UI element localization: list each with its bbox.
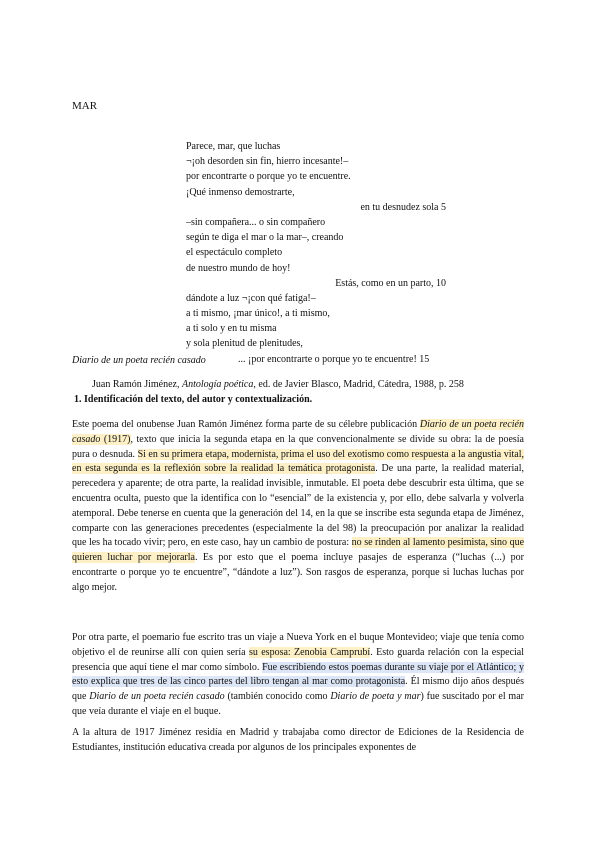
poem-line: ... ¡por encontrarte o porque yo te encuentre! 15 — [238, 353, 430, 365]
p2-text: . Esto guarda relación con la especial presencia que aquí tiene el mar como símbolo. — [72, 646, 525, 673]
poem-line: Parece, mar, que luchas — [186, 141, 281, 152]
p2-text: ) fue suscitado por el mar que veía durante el viaje en el buque. — [72, 691, 524, 717]
p2-text: Por otra parte, el poemario fue escrito tras un viaje a Nueva York en el buque Montevideo; viaje que tenía como objetivo el de reunirse allí con quien sería — [72, 632, 524, 658]
p2-book-title: Diario de un poeta recién casado — [89, 691, 225, 703]
paragraph-2 — [72, 631, 524, 720]
poem-line: según te diga el mar o la mar–, creando — [186, 232, 344, 244]
poem-line: –sin compañera... o sin compañero — [186, 216, 326, 228]
p1-highlight: no se rinden al lamento pesimista, sino que quieren luchar por mejorarla — [72, 537, 525, 564]
p2-highlight: su esposa: Zenobia Camprubí — [248, 646, 371, 658]
section-heading: 1. Identificación del texto, del autor y contextualización. — [74, 394, 313, 405]
poem-line: de nuestro mundo de hoy! — [186, 262, 291, 274]
poem-line: en tu desnudez sola 5 — [360, 201, 446, 213]
poem-line: a ti solo y en tu misma — [186, 323, 277, 335]
p1-text: Este poema del onubense Juan Ramón Jiménez forma parte de su célebre publicación — [72, 419, 420, 430]
poem-line: a ti mismo, ¡mar único!, a ti mismo, — [186, 308, 330, 320]
citation-work: Antología poética — [181, 379, 254, 390]
source-title: Diario de un poeta recién casado — [72, 355, 206, 366]
poem-line: por encontrarte o porque yo te encuentre. — [186, 171, 351, 183]
paragraph-1 — [72, 418, 524, 596]
p1-text: . De una parte, la realidad material, perecedera y aparente; de otra parte, la realidad invisible, inmutable. El poeta debe descubrir esta última, que se encuentra oculta, puesto que la identifica con lo “esencial” de la existencia y, por ello, debe salvarla y volverla atemporal. Debe tenerse en cuenta que la generación del 14, en la que se inscribe esta segunda etapa de Jiménez, comparte con las generaciones precedentes (especialmente la del 98) la preocupación por analizar la realidad que les ha tocado vivir; pero, en este caso, hay un cambio de postura: — [72, 463, 524, 549]
p2-highlight: Fue escribiendo estos poemas durante su viaje por el Atlántico; y esto explica que tres de las cinco partes del libro tengan al mar como protagonista — [72, 661, 524, 688]
poem-line: el espectáculo completo — [186, 247, 283, 259]
poem-title: MAR — [72, 100, 98, 112]
poem-body — [186, 139, 446, 367]
poem-line: ¬¡oh desorden sin fin, hierro incesante!– — [186, 156, 349, 168]
paragraph-3: A la altura de 1917 Jiménez residía en Madrid y trabajaba como director de Ediciones de la Residencia de Estudiantes, institución educativa creada por algunos de los principales exponentes de — [72, 727, 524, 753]
poem-line: y sola plenitud de plenitudes, — [186, 338, 303, 350]
poem-line: Estás, como en un parto, 10 — [335, 277, 446, 289]
p1-book-title: Diario de un poeta recién casado — [72, 419, 524, 445]
citation — [92, 379, 464, 390]
p1-year: (1917) — [100, 433, 131, 445]
poem-line: ¡Qué inmenso demostrarte, — [186, 186, 295, 198]
p2-text: . Él mismo dijo años después que — [72, 676, 524, 703]
citation-author: Juan Ramón Jiménez, — [92, 379, 182, 390]
p1-text: , texto que inicia la segunda etapa en la que convencionalmente se divide su obra: la de poesía pura o desnuda. — [72, 433, 524, 460]
p2-alt-title: Diario de poeta y mar — [330, 691, 421, 703]
p2-text: (también conocido como — [224, 691, 331, 703]
p1-highlight: Si en su primera etapa, modernista, prima el uso del exotismo como respuesta a la angustia vital, en esta segunda es la reflexión sobre la realidad la temática protagonista — [72, 448, 524, 475]
p1-text: . Es por esto que el poema incluye pasajes de esperanza (“luchas (...) por encontrarte o porque yo te encuentre”, “dándote a luz”). Son rasgos de esperanza, porque si luchas luchas por algo mejor. — [72, 552, 524, 593]
citation-details: , ed. de Javier Blasco, Madrid, Cátedra, 1988, p. 258 — [253, 379, 464, 390]
poem-line: dándote a luz ¬¡con qué fatiga!– — [186, 292, 316, 304]
